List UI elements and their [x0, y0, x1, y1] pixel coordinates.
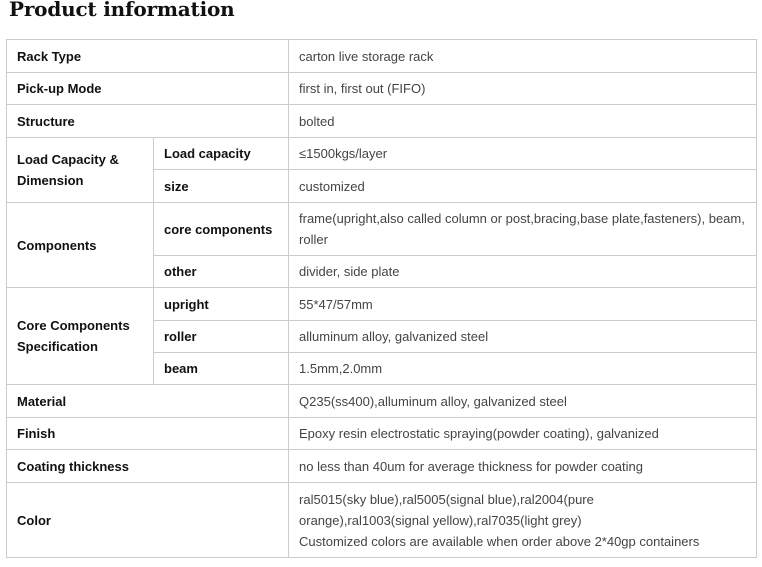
- spec-sub-label: Load capacity: [154, 138, 289, 170]
- spec-label: Structure: [7, 105, 289, 138]
- spec-sub-label: size: [154, 170, 289, 203]
- table-row: [7, 73, 757, 105]
- spec-value: bolted: [289, 105, 757, 138]
- spec-value: 55*47/57mm: [289, 288, 757, 321]
- table-row: [7, 288, 757, 321]
- spec-value: customized: [289, 170, 757, 203]
- table-row: [7, 450, 757, 483]
- spec-sub-label: core components: [154, 203, 289, 256]
- spec-value: divider, side plate: [289, 256, 757, 288]
- spec-value: no less than 40um for average thickness for powder coating: [289, 450, 757, 483]
- spec-sub-label: other: [154, 256, 289, 288]
- spec-sub-label: beam: [154, 353, 289, 385]
- color-line: orange),ral1003(signal yellow),ral7035(light grey): [299, 512, 582, 528]
- spec-value: alluminum alloy, galvanized steel: [289, 321, 757, 353]
- spec-label: Color: [7, 483, 289, 558]
- spec-value: 1.5mm,2.0mm: [289, 353, 757, 385]
- table-row: [7, 203, 757, 256]
- table-row: [7, 105, 757, 138]
- spec-group-label: Components: [7, 203, 154, 288]
- spec-label: Pick-up Mode: [7, 73, 289, 105]
- spec-label: Coating thickness: [7, 450, 289, 483]
- color-values: [289, 483, 757, 558]
- spec-sub-label: upright: [154, 288, 289, 321]
- spec-label: Material: [7, 385, 289, 418]
- color-line: ral5015(sky blue),ral5005(signal blue),ral2004(pure: [299, 491, 594, 507]
- spec-label: Finish: [7, 418, 289, 450]
- spec-value: first in, first out (FIFO): [289, 73, 757, 105]
- spec-value: frame(upright,also called column or post,bracing,base plate,fasteners), beam, roller: [289, 203, 757, 256]
- spec-value: Epoxy resin electrostatic spraying(powder coating), galvanized: [289, 418, 757, 450]
- spec-group-label: Load Capacity & Dimension: [7, 138, 154, 203]
- table-row: [7, 385, 757, 418]
- table-row: [7, 418, 757, 450]
- product-spec-table: [6, 39, 757, 558]
- page-title: Product information: [9, 0, 235, 21]
- spec-label: Rack Type: [7, 40, 289, 73]
- table-row: [7, 483, 757, 558]
- table-row: [7, 138, 757, 170]
- color-line: Customized colors are available when order above 2*40gp containers: [299, 533, 700, 549]
- spec-value: Q235(ss400),alluminum alloy, galvanized steel: [289, 385, 757, 418]
- spec-sub-label: roller: [154, 321, 289, 353]
- spec-value: ≤1500kgs/layer: [289, 138, 757, 170]
- spec-value: carton live storage rack: [289, 40, 757, 73]
- table-row: [7, 40, 757, 73]
- spec-group-label: Core Components Specification: [7, 288, 154, 385]
